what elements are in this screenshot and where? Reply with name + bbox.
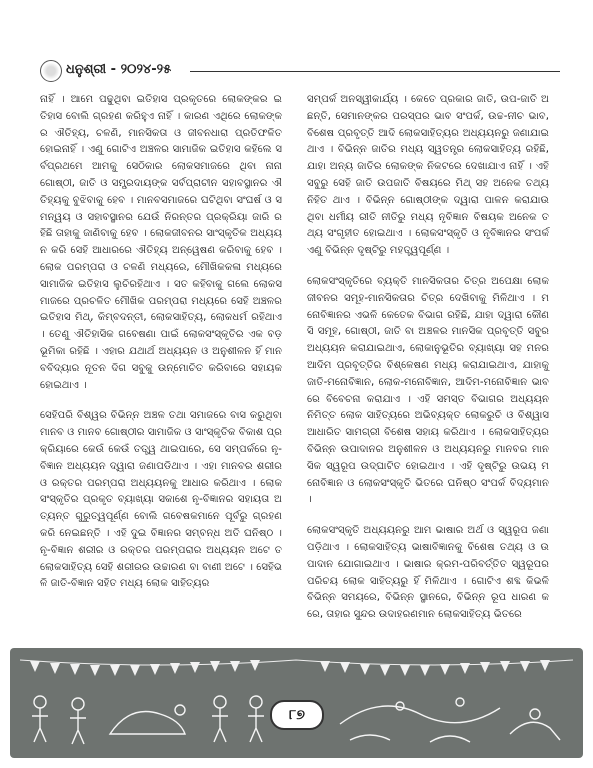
running-header bbox=[40, 58, 560, 86]
paragraph: ନାହିଁ । ଆମେ ପଢୁଥିବା ଇତିହାସ ପ୍ରକୃତରେ ଲୋକଙ୍କର ଇତିହାସ ବୋଲି ଗ୍ରହଣ କରିହୁଏ ନାହିଁ । କାରଣ ଏଥିରେ ଲୋକଙ୍କର ଐତିହ୍ୟ, ଚଳଣି, ମାନସିକତା ଓ ଜୀବନଧାରା ପ୍ରତିଫଳିତ ହୋଇନାହିଁ । ଏଣୁ ଗୋଟିଏ ଅଞ୍ଚଳର ସାମାଜିକ ଇତିହାସ କହିଲେ ସର୍ବପ୍ରଥମେ ଆମକୁ ସେଠିକାର ଲୋକସମାଜରେ ଥିବା ନାନା ଗୋଷ୍ଠୀ, ଜାତି ଓ ସମ୍ପ୍ରଦାୟଙ୍କ ସର୍ବପ୍ରାଚୀନ ସହାବସ୍ଥାନର ଐତିହ୍ୟକୁ ବୁଝିବାକୁ ହେବ । ମାନବସମାଜରେ ଘଟିଥିବା ସଂଘର୍ଷ ଓ ସମନ୍ୱୟ ଓ ସହାବସ୍ଥାନର ଯେଉଁ ନିରନ୍ତର ପ୍ରକ୍ରିୟା ଜାରି ରହିଛି ତାହାକୁ ଜାଣିବାକୁ ହେବ । ଲୋକଜୀବନର ସାଂସ୍କୃତିକ ଅଧ୍ୟୟନ କରି ସେହି ଆଧାରରେ ଐତିହ୍ୟ ଅନ୍ୱେଷଣ କରିବାକୁ ହେବ । ଲୋକ ପରମ୍ପରା ଓ ଚଳଣି ମଧ୍ୟରେ, ମୌଖିକକଳା ମଧ୍ୟରେ ସାମାଜିକ ଇତିହାସ ଲୁଚିରହିଥାଏ । ସତ କହିବାକୁ ଗଲେ ଲୋକସମାଜରେ ପ୍ରଚଳିତ ମୌଖିକ ପରମ୍ପରା ମଧ୍ୟରେ ସେହି ଅଞ୍ଚଳର ଇତିହାସ ମିଥ୍, କିମ୍ବଦନ୍ତୀ, ଲୋକସାହିତ୍ୟ, ଲୋକଧର୍ମ ରହିଥାଏ । ତେଣୁ ଐତିହାସିକ ଗବେଷଣା ପାଇଁ ଲୋକସଂସ୍କୃତିର ଏକ ବଡ଼ ଭୂମିକା ରହିଛି । ଏହାର ଯଥାର୍ଥ ଅଧ୍ୟୟନ ଓ ଅନୁଶୀଳନ ହିଁ ମାନବବିଦ୍ୟାର ନୂତନ ଦିଗ ସବୁକୁ ଉନ୍ମୋଚିତ କରିବାରେ ସହାୟକ ହୋଇଥାଏ । bbox=[40, 94, 282, 391]
right-column bbox=[307, 92, 549, 638]
bunting-decoration-icon bbox=[20, 656, 573, 678]
paragraph: ସେହିପରି ବିଶ୍ୱର ବିଭିନ୍ନ ଅଞ୍ଚଳ ତଥା ସମାଜରେ ବାସ କରୁଥିବା ମାନବ ଓ ମାନବ ଗୋଷ୍ଠୀର ସାମାଜିକ ଓ ସାଂସ୍କୃତିକ ବିକାଶ ପ୍ରକ୍ରିୟାରେ କେଉଁ କେଉଁ ତତ୍ତ୍ୱ ଥାଇପାରେ, ସେ ସମ୍ପର୍କରେ ନୃ-ବିଜ୍ଞାନ ଅଧ୍ୟୟନ ଦ୍ୱାରା ଜଣାପଡିଥାଏ । ଏହା ମାନବର ଶରୀର ଓ ରକ୍ତର ପରମ୍ପରା ଅଧ୍ୟୟନକୁ ଆଧାର କରିଥାଏ । ଲୋକସଂସ୍କୃତିର ପ୍ରକୃତ ବ୍ୟାଖ୍ୟା ସକାଶେ ନୃ-ବିଜ୍ଞାନର ସହାୟତା ଅତ୍ୟନ୍ତ ଗୁରୁତ୍ୱପୂର୍ଣ୍ଣ ବୋଲି ଗବେଷକମାନେ ପୂର୍ବରୁ ଗ୍ରହଣ କରି ନେଇଛନ୍ତି । ଏହି ଦୁଇ ବିଜ୍ଞାନର ସମ୍ବନ୍ଧ ଅତି ଘନିଷ୍ଠ । ନୃ-ବିଜ୍ଞାନ ଶରୀର ଓ ରକ୍ତର ପରମ୍ପରାର ଅଧ୍ୟୟନ ଅଟେ ତ ଲୋକସାହିତ୍ୟ ସେହି ଶରୀରର ଉଚ୍ଚାରଣ ବା ବାଣୀ ଅଟେ । ସେହିଭଳି ଜାତି-ବିଜ୍ଞାନ ସହିତ ମଧ୍ୟ ଲୋକ ସାହିତ୍ୟର bbox=[40, 410, 282, 590]
left-column bbox=[40, 92, 282, 607]
paragraph: ଲୋକସଂସ୍କୃତିରେ ବ୍ୟକ୍ତି ମାନସିକତାର ଚିତ୍ର ଅପେକ୍ଷା ଲୋକଜୀବନର ସମୂହ-ମାନସିକତାର ଚିତ୍ର ଦେଖିବାକୁ ମିଳିଥାଏ । ମନୋବିଜ୍ଞାନର ଏଭଳି କେତେକ ବିଭାଗ ରହିଛି, ଯାହା ଦ୍ୱାରା କୌଣସି ସମୂହ, ଗୋଷ୍ଠୀ, ଜାତି ବା ଅଞ୍ଚଳର ମାନସିକ ପ୍ରବୃତ୍ତି ସବୁର ଅଧ୍ୟୟନ କରାଯାଇଥାଏ, ଲୋକାନୁଭୂତିର ବ୍ୟାଖ୍ୟା ସହ ମନର ଆଦିମ ପ୍ରବୃତ୍ତିର ବିଶ୍ଳେଷଣ ମଧ୍ୟ କରାଯାଇଥାଏ, ଯାହାକୁ ଜାତି-ମନୋବିଜ୍ଞାନ, ଲୋକ-ମନୋବିଜ୍ଞାନ, ଆଦିମ-ମନୋବିଜ୍ଞାନ ଭାବରେ ବିବେଚନା କରାଯାଏ । ଏହି ସମସ୍ତ ବିଭାଗର ଅଧ୍ୟୟନ ନିମିତ୍ତ ଲୋକ ସାହିତ୍ୟରେ ଅଭିବ୍ୟକ୍ତ ଲୋକରୁଚି ଓ ବିଶ୍ୱାସ ଆଧାରିତ ସାମଗ୍ରୀ ବିଶେଷ ସହାୟ କରିଥାଏ । ଲୋକସାହିତ୍ୟର ବିଭିନ୍ନ ଉପାଦାନର ଅନୁଶୀଳନ ଓ ଅଧ୍ୟୟନରୁ ମାନବର ମାନସିକ ସ୍ୱରୂପ ଉଦ୍‌ଘାଟିତ ହୋଇଥାଏ । ଏହି ଦୃଷ୍ଟିରୁ ଉଭୟ ମନୋବିଜ୍ଞାନ ଓ ଲୋକସଂସ୍କୃତି ଭିତରେ ଘନିଷ୍ଠ ସଂପର୍କ ବିଦ୍ୟମାନ । bbox=[307, 275, 549, 506]
journal-emblem-icon bbox=[40, 60, 62, 82]
header-rule bbox=[190, 71, 560, 72]
journal-title: ଧନୁଶ୍ରୀ - ୨୦୨୪-୨୫ bbox=[66, 62, 172, 77]
paragraph: ସମ୍ପର୍କ ଅନସ୍ୱୀକାର୍ଯ୍ୟ । କେତେ ପ୍ରକାର ଜାତି, ଉପ-ଜାତି ଅଛନ୍ତି, ସେମାନଙ୍କର ପରସ୍ପର ଭାବ ସଂପର୍କ, ଉଚ୍ଚ-ନୀଚ ଭାବ, ବିଶେଷ ପ୍ରବୃତ୍ତି ଆଦି ଲୋକସାହିତ୍ୟର ଅଧ୍ୟୟନରୁ ଜଣାଯାଇଥାଏ । ବିଭିନ୍ନ ଜାତିର ମଧ୍ୟ ସ୍ୱତନ୍ତ୍ର ଲୋକସାହିତ୍ୟ ରହିଛି, ଯାହା ଅନ୍ୟ ଜାତିର ଲୋକଙ୍କ ନିକଟରେ ଦେଖାଯାଏ ନାହିଁ । ଏହି ସବୁରୁ ସେହି ଜାତି ଉପଜାତି ବିଷୟରେ ମିଥ୍ ସହ ଅନେକ ତଥ୍ୟ ନିହିତ ଥାଏ । ବିଭିନ୍ନ ଗୋଷ୍ଠୀଙ୍କ ଦ୍ୱାରା ପାଳନ କରାଯାଉଥିବା ଧର୍ମୀୟ ରୀତି ନୀତିରୁ ମଧ୍ୟ ନୃବିଜ୍ଞାନ ବିଷୟକ ଅନେକ ତଥ୍ୟ ସଂଗୃହୀତ ହୋଇଥାଏ । ଲୋକସଂସ୍କୃତି ଓ ନୃବିଜ୍ଞାନର ସଂପର୍କ ଏଣୁ ବିଭିନ୍ନ ଦୃଷ୍ଟିରୁ ମହତ୍ତ୍ୱପୂର୍ଣ୍ଣ । bbox=[307, 94, 549, 257]
paragraph: ଲୋକସଂସ୍କୃତି ଅଧ୍ୟୟନରୁ ଆମ ଭାଷାର ଅର୍ଥ ଓ ସ୍ୱରୂପ ଜଣା ପଡ଼ିଥାଏ । ଲୋକସାହିତ୍ୟ ଭାଷାବିଜ୍ଞାନକୁ ବିଶେଷ ତଥ୍ୟ ଓ ଉପାଦାନ ଯୋଗାଇଥାଏ । ଭାଷାର କ୍ରମ-ପରିବର୍ତ୍ତିତ ସ୍ୱରୂପର ପରିଚୟ ଲୋକ ସାହିତ୍ୟରୁ ହିଁ ମିଳିଥାଏ । ଗୋଟିଏ ଶବ୍ଦ କିଭଳି ବିଭିନ୍ନ ସମୟରେ, ବିଭିନ୍ନ ସ୍ଥାନରେ, ବିଭିନ୍ନ ରୂପ ଧାରଣ କରେ, ତାହାର ସୁନ୍ଦର ଉଦାହରଣମାନ ଲୋକସାହିତ୍ୟ ଭିତରେ bbox=[307, 525, 549, 621]
page-number: ୮୭ bbox=[270, 700, 324, 730]
